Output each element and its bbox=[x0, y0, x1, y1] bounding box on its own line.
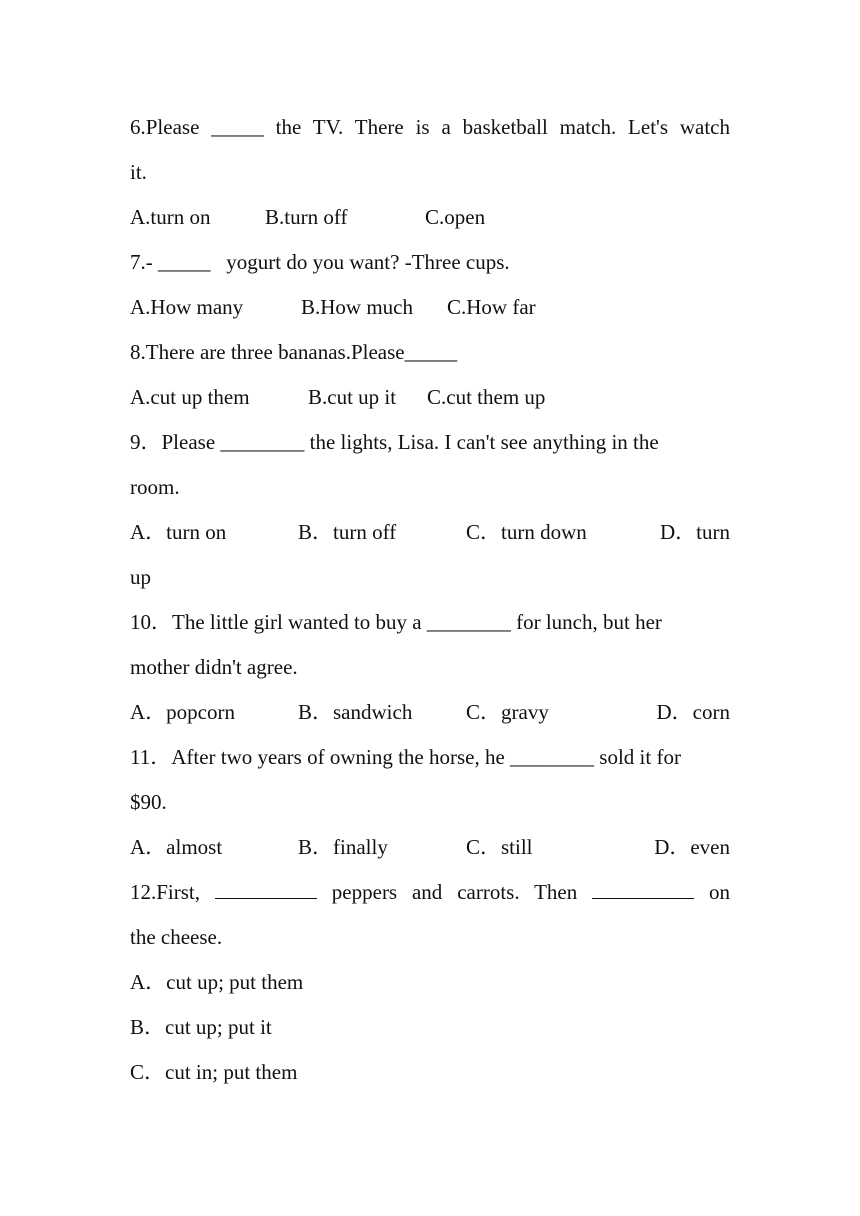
question-12-part-1: 12.First, bbox=[130, 880, 201, 904]
option-b: B．sandwich bbox=[298, 700, 413, 724]
option-c: C．turn down bbox=[466, 520, 587, 544]
option-a: A．popcorn bbox=[130, 700, 235, 724]
question-10-line-1: 10．The little girl wanted to buy a ________ for lunch, but her bbox=[130, 610, 662, 634]
question-6-line-2: it. bbox=[130, 160, 147, 184]
option-c: C．gravy bbox=[466, 700, 549, 724]
question-12-option-a: A．cut up; put them bbox=[130, 970, 304, 994]
worksheet-page bbox=[130, 105, 730, 1095]
question-9-line-2: room. bbox=[130, 475, 180, 499]
answer-blank-1 bbox=[215, 898, 317, 899]
question-12-line-1 bbox=[130, 870, 730, 915]
question-11-options bbox=[130, 825, 730, 870]
option-c: C.cut them up bbox=[427, 385, 546, 409]
option-a: A.cut up them bbox=[130, 385, 250, 409]
answer-blank-2 bbox=[592, 898, 694, 899]
option-b: B．finally bbox=[298, 835, 388, 859]
option-b: B.cut up it bbox=[308, 385, 397, 409]
question-9-line-1: 9．Please ________ the lights, Lisa. I can't see anything in the bbox=[130, 430, 659, 454]
question-11-line-2: $90. bbox=[130, 790, 167, 814]
question-10-line-2: mother didn't agree. bbox=[130, 655, 298, 679]
option-c: C.open bbox=[425, 205, 486, 229]
question-12-part-2: peppers and carrots. Then bbox=[331, 880, 578, 904]
option-b: B.How much bbox=[301, 295, 413, 319]
option-a: A．turn on bbox=[130, 520, 227, 544]
option-a: A.How many bbox=[130, 295, 244, 319]
question-9-options bbox=[130, 510, 730, 555]
question-8-line-1: 8.There are three bananas.Please_____ bbox=[130, 340, 458, 364]
option-d: D．turn bbox=[660, 520, 730, 544]
question-12-part-3: on bbox=[709, 880, 730, 904]
question-9-option-wrap: up bbox=[130, 565, 151, 589]
question-8-options bbox=[130, 375, 730, 420]
question-12-option-b: B．cut up; put it bbox=[130, 1015, 272, 1039]
option-b: B．turn off bbox=[298, 520, 397, 544]
question-7-options bbox=[130, 285, 730, 330]
option-d: D．even bbox=[654, 835, 730, 859]
option-c: C．still bbox=[466, 835, 533, 859]
option-a: A.turn on bbox=[130, 205, 211, 229]
question-6-line-1: 6.Please _____ the TV. There is a basketball match. Let's watch bbox=[130, 115, 730, 139]
question-10-options bbox=[130, 690, 730, 735]
option-a: A．almost bbox=[130, 835, 223, 859]
question-7-line-1: 7.- _____ yogurt do you want? -Three cups. bbox=[130, 250, 510, 274]
question-12-line-2: the cheese. bbox=[130, 925, 223, 949]
question-6-options bbox=[130, 195, 730, 240]
question-11-line-1: 11．After two years of owning the horse, he ________ sold it for bbox=[130, 745, 681, 769]
question-12-option-c: C．cut in; put them bbox=[130, 1060, 298, 1084]
option-c: C.How far bbox=[447, 295, 536, 319]
option-b: B.turn off bbox=[265, 205, 348, 229]
option-d: D．corn bbox=[656, 700, 730, 724]
